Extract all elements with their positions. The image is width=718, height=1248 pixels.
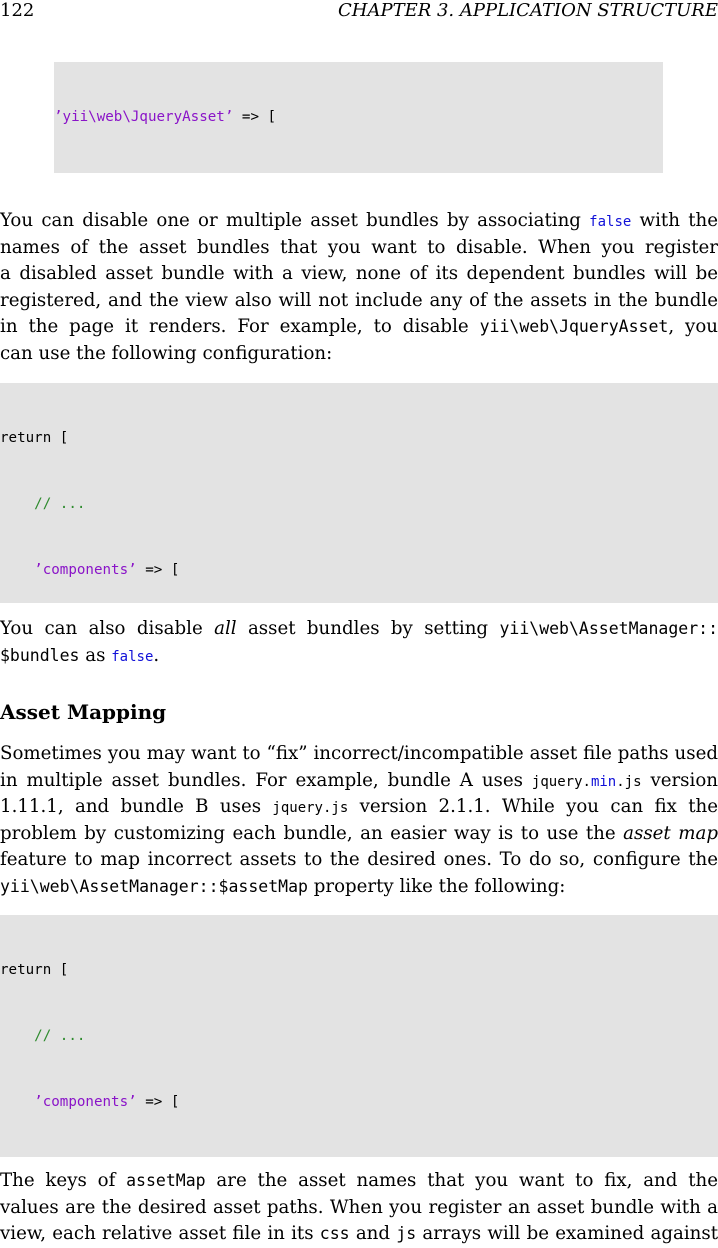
text: as: [79, 644, 112, 666]
inline-code: jquery.: [531, 773, 591, 790]
text-line: [0, 1221, 718, 1248]
inline-code: $bundles: [0, 645, 80, 665]
code-comment: // ...: [34, 496, 86, 512]
inline-code: yii\web\JqueryAsset: [479, 317, 669, 337]
text-line: [0, 768, 718, 795]
text-line: a disabled asset bundle with a view, none of its dependent bundles will be: [0, 263, 718, 285]
section-heading: Asset Mapping: [0, 700, 167, 724]
text-line: [0, 208, 718, 235]
code-block-jquery-asset: [54, 62, 663, 173]
code-line: [0, 493, 718, 515]
code-line: return [: [0, 430, 69, 446]
text: version 2.1.1. While you can fix the: [348, 796, 718, 818]
inline-code: min: [590, 773, 617, 790]
inline-code: false: [589, 214, 632, 230]
text-line: [0, 821, 718, 848]
text-line: [0, 794, 718, 821]
text: 1.11.1, and bundle B uses: [0, 796, 273, 818]
text-line: can use the following configuration:: [0, 342, 333, 364]
code-line: [0, 1091, 718, 1113]
code-string: ’yii\web\JqueryAsset’: [54, 109, 234, 125]
text: asset bundles by setting: [236, 618, 500, 639]
code-line: return [: [0, 962, 69, 978]
code-text: => [: [233, 109, 277, 125]
page-number: 122: [0, 0, 35, 21]
inline-code: false: [111, 648, 154, 665]
chapter-title: CHAPTER 3. APPLICATION STRUCTURE: [337, 0, 718, 21]
inline-code: css: [319, 1224, 350, 1244]
text-line: registered, and the view also will not include any of the assets in the bundle: [0, 289, 718, 311]
text: .: [153, 644, 160, 666]
text: , you: [668, 316, 718, 338]
text: and: [349, 1223, 397, 1245]
code-comment: // ...: [34, 1028, 86, 1044]
paragraph-asset-mapping: [0, 741, 718, 901]
code-string: ’components’: [34, 562, 137, 578]
text-line: [0, 314, 718, 341]
paragraph-disable-all: [0, 616, 718, 669]
code-line: [54, 106, 663, 128]
text-line: values are the desired asset paths. When you register an asset bundle with a: [0, 1196, 718, 1218]
text-line: [0, 874, 718, 901]
text-line: [0, 643, 718, 670]
text: problem by customizing each bundle, an easier way is to use the: [0, 822, 624, 844]
text-line: [0, 616, 718, 643]
inline-code: .js: [616, 773, 642, 790]
code-text: => [: [136, 562, 180, 578]
text: version: [641, 769, 718, 791]
text: in multiple asset bundles. For example, bundle A uses: [0, 769, 532, 791]
inline-code: js: [396, 1224, 417, 1244]
inline-code: assetMap: [126, 1171, 206, 1190]
code-line: [54, 172, 663, 173]
paragraph-disable-bundles: [0, 208, 718, 368]
code-block-asset-map: [0, 915, 718, 1157]
text: with the: [631, 210, 718, 231]
code-line: [0, 1025, 718, 1047]
text-line: names of the asset bundles that you want to disable. When you register: [0, 236, 718, 258]
text: property like the following:: [307, 875, 566, 897]
emphasis: asset map: [623, 822, 718, 844]
emphasis: all: [214, 618, 237, 639]
text-line: [0, 1168, 718, 1195]
page-header: [0, 0, 718, 24]
text: view, each relative asset file in its: [0, 1223, 320, 1245]
code-text: => [: [136, 1094, 180, 1110]
text: arrays will be examined against: [416, 1223, 718, 1245]
text-line: feature to map incorrect assets to the desired ones. To do so, configure the: [0, 849, 718, 871]
code-block-disable-config: [0, 383, 718, 603]
inline-code: jquery.js: [272, 800, 349, 817]
text: are the asset names that you want to fix, and the: [205, 1170, 718, 1191]
text: The keys of: [0, 1170, 127, 1191]
code-string: ’components’: [34, 1094, 137, 1110]
text: in the page it renders. For example, to disable: [0, 316, 480, 338]
text: You can also disable: [0, 618, 215, 639]
text: You can disable one or multiple asset bundles by associating: [0, 210, 590, 231]
inline-code: yii\web\AssetManager::: [499, 619, 718, 638]
text-line: Sometimes you may want to “fix” incorrect/incompatible asset file paths used: [0, 743, 718, 764]
paragraph-asset-map-keys: [0, 1168, 718, 1248]
code-line: [0, 559, 718, 581]
inline-code: yii\web\AssetManager::$assetMap: [0, 876, 308, 896]
